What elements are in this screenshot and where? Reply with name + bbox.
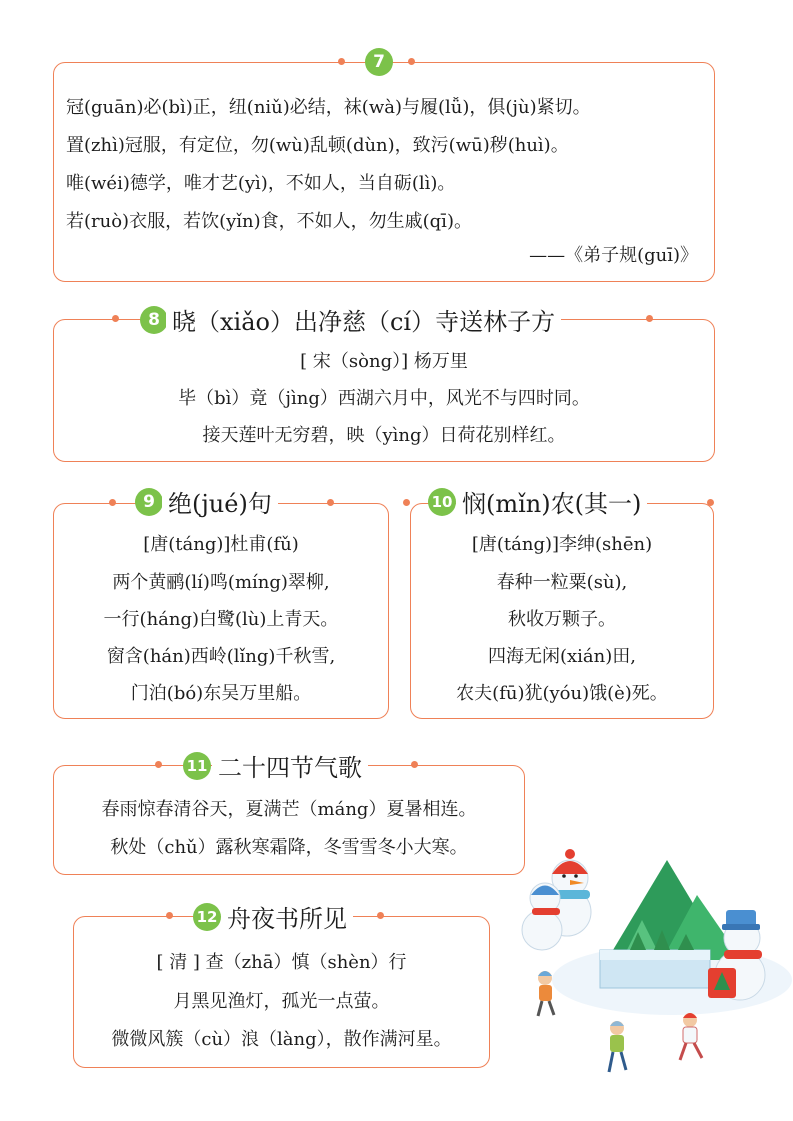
section-8-title: 晓（xiǎo）出净慈（cí）寺送林子方 [166, 302, 561, 337]
s9-line-1: 两个黄鹂(lí)鸣(míng)翠柳, [112, 572, 330, 593]
section-11-number-badge: 11 [183, 752, 211, 780]
s8-line-2: 接天莲叶无穷碧，映（yìng）日荷花别样红。 [202, 425, 566, 446]
section-10-number-badge: 10 [428, 488, 456, 516]
s7-source: ——《弟子规(guī)》 [529, 245, 698, 266]
section-7-dot-left [338, 58, 345, 65]
section-10-dot-left [403, 499, 410, 506]
section-9-dot-left [109, 499, 116, 506]
section-8-dot-left [112, 315, 119, 322]
section-9-number-badge: 9 [135, 488, 163, 516]
s7-line-2: 置(zhì)冠服，有定位，勿(wù)乱顿(dùn)，致污(wū)秽(huì)。 [66, 135, 569, 156]
section-9-dot-right [327, 499, 334, 506]
s11-line-1: 春雨惊春清谷天，夏满芒（máng）夏暑相连。 [101, 799, 477, 820]
s10-line-2: 秋收万颗子。 [508, 609, 616, 630]
s7-line-3: 唯(wéi)德学，唯才艺(yì)，不如人，当自砺(lì)。 [66, 173, 456, 194]
s10-line-1: 春种一粒粟(sù), [496, 572, 628, 593]
section-12-dot-left [166, 912, 173, 919]
section-10-title: 悯(mǐn)农(其一) [456, 484, 647, 519]
section-11-title: 二十四节气歌 [212, 748, 368, 783]
section-11-dot-right [411, 761, 418, 768]
section-12-dot-right [377, 912, 384, 919]
s10-author: [唐(táng)]李绅(shēn) [471, 534, 653, 555]
section-8-number-badge: 8 [140, 306, 168, 334]
section-7-number-badge: 7 [365, 48, 393, 76]
s7-line-1: 冠(guān)必(bì)正，纽(niǔ)必结，袜(wà)与履(lǚ)，俱(jù)紧切。 [66, 97, 591, 118]
s8-line-1: 毕（bì）竟（jìng）西湖六月中，风光不与四时同。 [178, 388, 590, 409]
s10-line-4: 农夫(fū)犹(yóu)饿(è)死。 [456, 683, 668, 704]
winter-snowmen-illustration [512, 840, 792, 1090]
s7-line-4: 若(ruò)衣服，若饮(yǐn)食，不如人，勿生戚(qī)。 [66, 211, 472, 232]
s9-line-3: 窗含(hán)西岭(lǐng)千秋雪, [106, 646, 336, 667]
s9-author: [唐(táng)]杜甫(fǔ) [143, 534, 299, 555]
s12-author: [ 清 ] 查（zhā）慎（shèn）行 [156, 952, 407, 973]
section-10-dot-right [707, 499, 714, 506]
s12-line-1: 月黑见渔灯，孤光一点萤。 [173, 991, 390, 1012]
section-9-title: 绝(jué)句 [162, 484, 278, 519]
section-12-title: 舟夜书所见 [221, 899, 353, 934]
section-11-dot-left [155, 761, 162, 768]
s11-line-2: 秋处（chǔ）露秋寒霜降，冬雪雪冬小大寒。 [110, 837, 468, 858]
section-7-dot-right [408, 58, 415, 65]
section-8-dot-right [646, 315, 653, 322]
s10-line-3: 四海无闲(xián)田, [488, 646, 636, 667]
section-12-number-badge: 12 [193, 903, 221, 931]
s12-line-2: 微微风簇（cù）浪（làng），散作满河星。 [111, 1029, 452, 1050]
s8-author: [ 宋（sòng）] 杨万里 [300, 351, 468, 372]
s9-line-4: 门泊(bó)东吴万里船。 [130, 683, 312, 704]
s9-line-2: 一行(háng)白鹭(lù)上青天。 [103, 609, 339, 630]
